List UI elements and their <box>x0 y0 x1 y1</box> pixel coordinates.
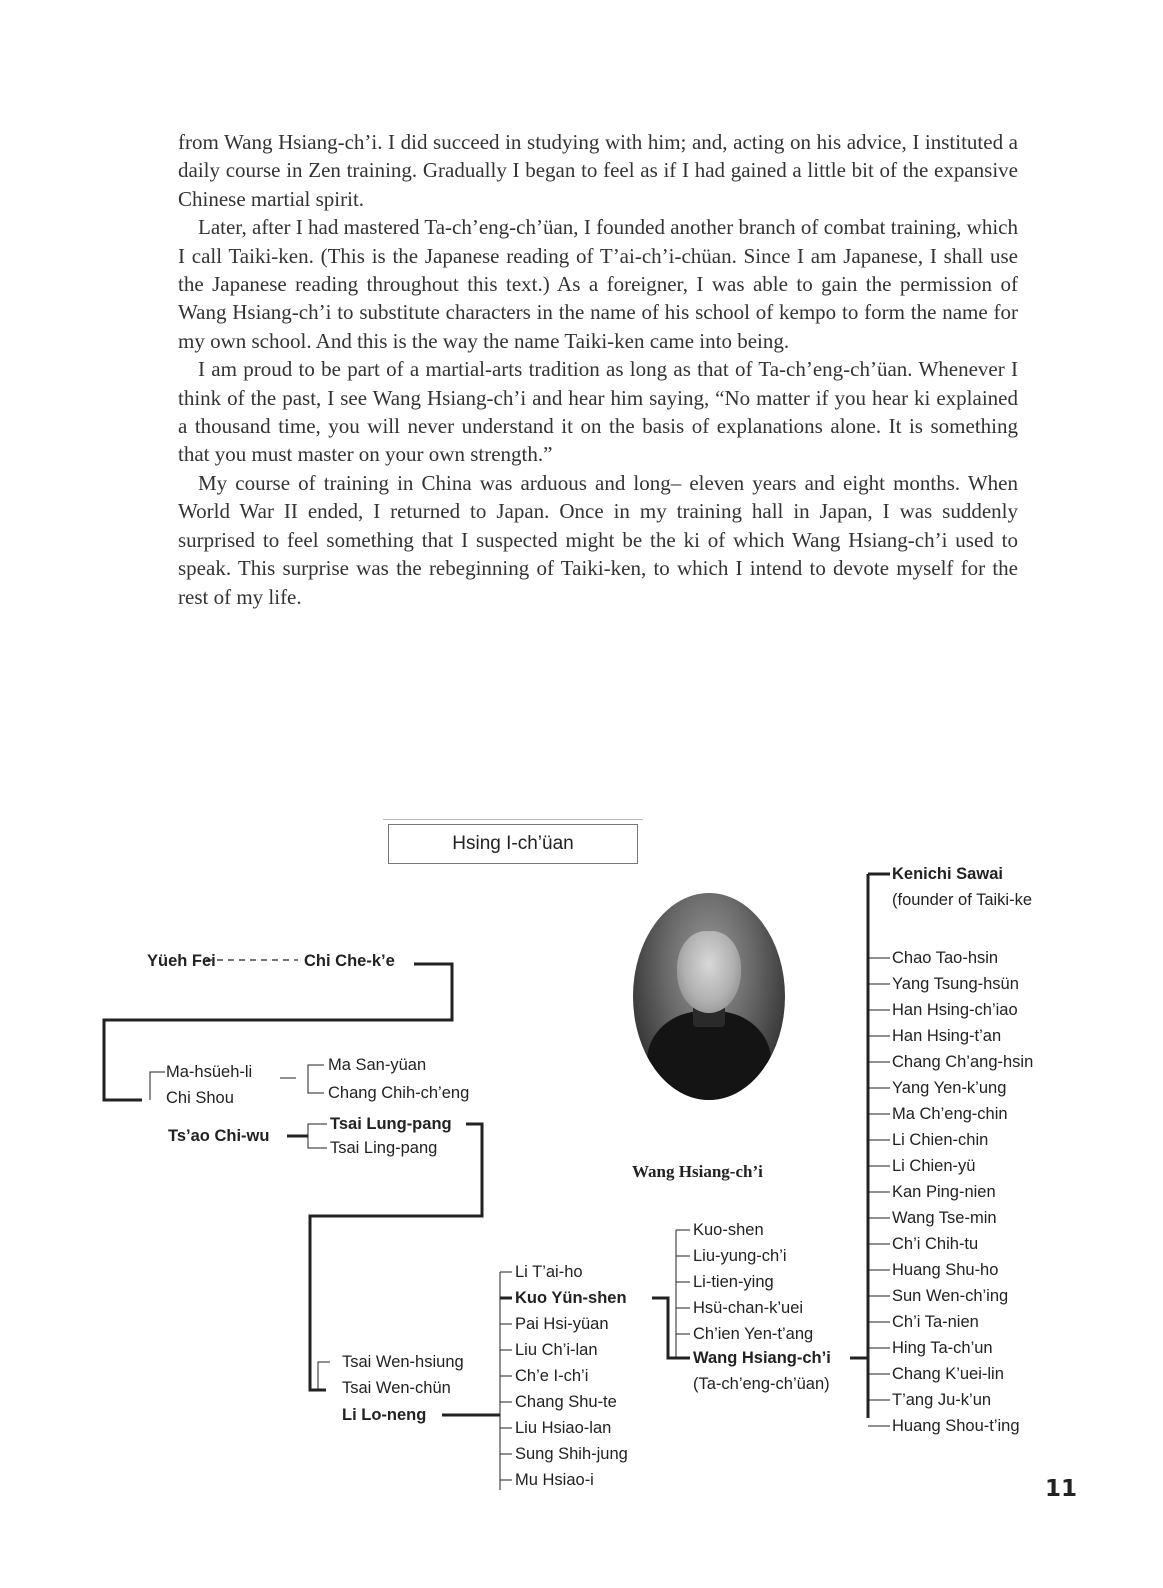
lineage-name: Li Lo-neng <box>342 1406 427 1424</box>
lineage-name: Mu Hsiao-i <box>515 1471 594 1489</box>
lineage-name: Huang Shu-ho <box>892 1261 999 1279</box>
lineage-name: Han Hsing-t’an <box>892 1027 1002 1045</box>
lineage-name: Tsai Ling-pang <box>330 1139 438 1157</box>
page-number: 11 <box>1045 1476 1078 1502</box>
lineage-name: Li-tien-ying <box>693 1273 774 1291</box>
lineage-name: Ch’i Chih-tu <box>892 1235 979 1253</box>
lineage-name: Chang Shu-te <box>515 1393 617 1411</box>
lineage-name: Ma Ch’eng-chin <box>892 1105 1008 1123</box>
lineage-name: Li Chien-yü <box>892 1157 976 1175</box>
lineage-name: Pai Hsi-yüan <box>515 1315 609 1333</box>
lineage-name: Chang Ch’ang-hsin <box>892 1053 1034 1071</box>
lineage-name: Liu Hsiao-lan <box>515 1419 612 1437</box>
lineage-name: Hsü-chan-k’uei <box>693 1299 804 1317</box>
lineage-name: (Ta-ch’eng-ch’üan) <box>693 1375 830 1393</box>
lineage-name: Han Hsing-ch’iao <box>892 1001 1018 1019</box>
lineage-name: Chi Shou <box>166 1089 234 1107</box>
lineage-name: Tsai Wen-hsiung <box>342 1353 464 1371</box>
portrait-photo <box>633 893 785 1100</box>
lineage-name: Hing Ta-ch’un <box>892 1339 993 1357</box>
lineage-name: Ch’i Ta-nien <box>892 1313 979 1331</box>
lineage-name: T’ang Ju-k’un <box>892 1391 992 1409</box>
lineage-name: Ch’ien Yen-t’ang <box>693 1325 814 1343</box>
lineage-name: Ma San-yüan <box>328 1056 427 1074</box>
lineage-name: Chi Che-k’e <box>304 952 395 970</box>
tree-title: Hsing I-ch’üan <box>388 824 638 864</box>
lineage-name: Li T’ai-ho <box>515 1263 583 1281</box>
lineage-name: Chang Chih-ch’eng <box>328 1084 470 1102</box>
lineage-name: Yang Tsung-hsün <box>892 975 1019 993</box>
photo-caption: Wang Hsiang-ch’i <box>632 1162 763 1181</box>
paragraph: My course of training in China was arduous and long– eleven years and eight months. When World War II ended, I returned to Japan. Once in my training hall in Japan, I was suddenly surprised to feel something that I suspected might be the ki of which Wang Hsiang-ch’i used to speak. This surprise was the rebeginning of Taiki-ken, to which I intend to devote myself for the rest of my life. <box>178 470 1018 609</box>
lineage-name: Wang Hsiang-ch’i <box>693 1349 831 1367</box>
lineage-name: Chao Tao-hsin <box>892 949 999 967</box>
lineage-name: Kuo-shen <box>693 1221 764 1239</box>
lineage-name: Sun Wen-ch’ing <box>892 1287 1009 1305</box>
lineage-name: Wang Tse-min <box>892 1209 997 1227</box>
paragraph: Later, after I had mastered Ta-ch’eng-ch’üan, I founded another branch of combat training, which I call Taiki-ken. (This is the Japanese reading of T’ai-ch’i-chüan. Since I am Japanese, I shall use the Japanese reading throughout this text.) As a foreigner, I was able to gain the permission of Wang Hsiang-ch’i to substitute characters in the name of his school of kempo to form the name for my own school. And this is the way the name Taiki-ken came into being. <box>178 215 1018 353</box>
lineage-name: Liu Ch’i-lan <box>515 1341 598 1359</box>
lineage-name: Kenichi Sawai <box>892 865 1003 883</box>
lineage-name: Kan Ping-nien <box>892 1183 996 1201</box>
lineage-name: Liu-yung-ch’i <box>693 1247 787 1265</box>
lineage-name: Ma-hsüeh-li <box>166 1063 253 1081</box>
lineage-name: Chang K’uei-lin <box>892 1365 1004 1383</box>
lineage-name: Tsai Lung-pang <box>330 1115 452 1133</box>
lineage-name: Huang Shou-t’ing <box>892 1417 1020 1435</box>
lineage-name: Ts’ao Chi-wu <box>168 1127 270 1145</box>
paragraph: from Wang Hsiang-ch’i. I did succeed in studying with him; and, acting on his advice, I instituted a daily course in Zen training. Gradually I began to feel as if I had gained a little bit of the expansive Chinese martial spirit. <box>178 130 1018 211</box>
lineage-name: Sung Shih-jung <box>515 1445 628 1463</box>
lineage-name: Yüeh Fei <box>147 952 216 970</box>
lineage-name: Yang Yen-k’ung <box>892 1079 1007 1097</box>
lineage-name: Kuo Yün-shen <box>515 1289 627 1307</box>
lineage-name: Li Chien-chin <box>892 1131 989 1149</box>
lineage-name: Tsai Wen-chün <box>342 1379 451 1397</box>
lineage-name: (founder of Taiki-ke <box>892 891 1033 909</box>
lineage-name: Ch’e I-ch’i <box>515 1367 589 1385</box>
paragraph: I am proud to be part of a martial-arts tradition as long as that of Ta-ch’eng-ch’üan. Whenever I think of the past, I see Wang Hsiang-ch’i and hear him saying, “No matter if you hear ki explained a thousand time, you will never understand it on the basis of explanations alone. It is something that you must master on your own strength.” <box>178 357 1018 467</box>
